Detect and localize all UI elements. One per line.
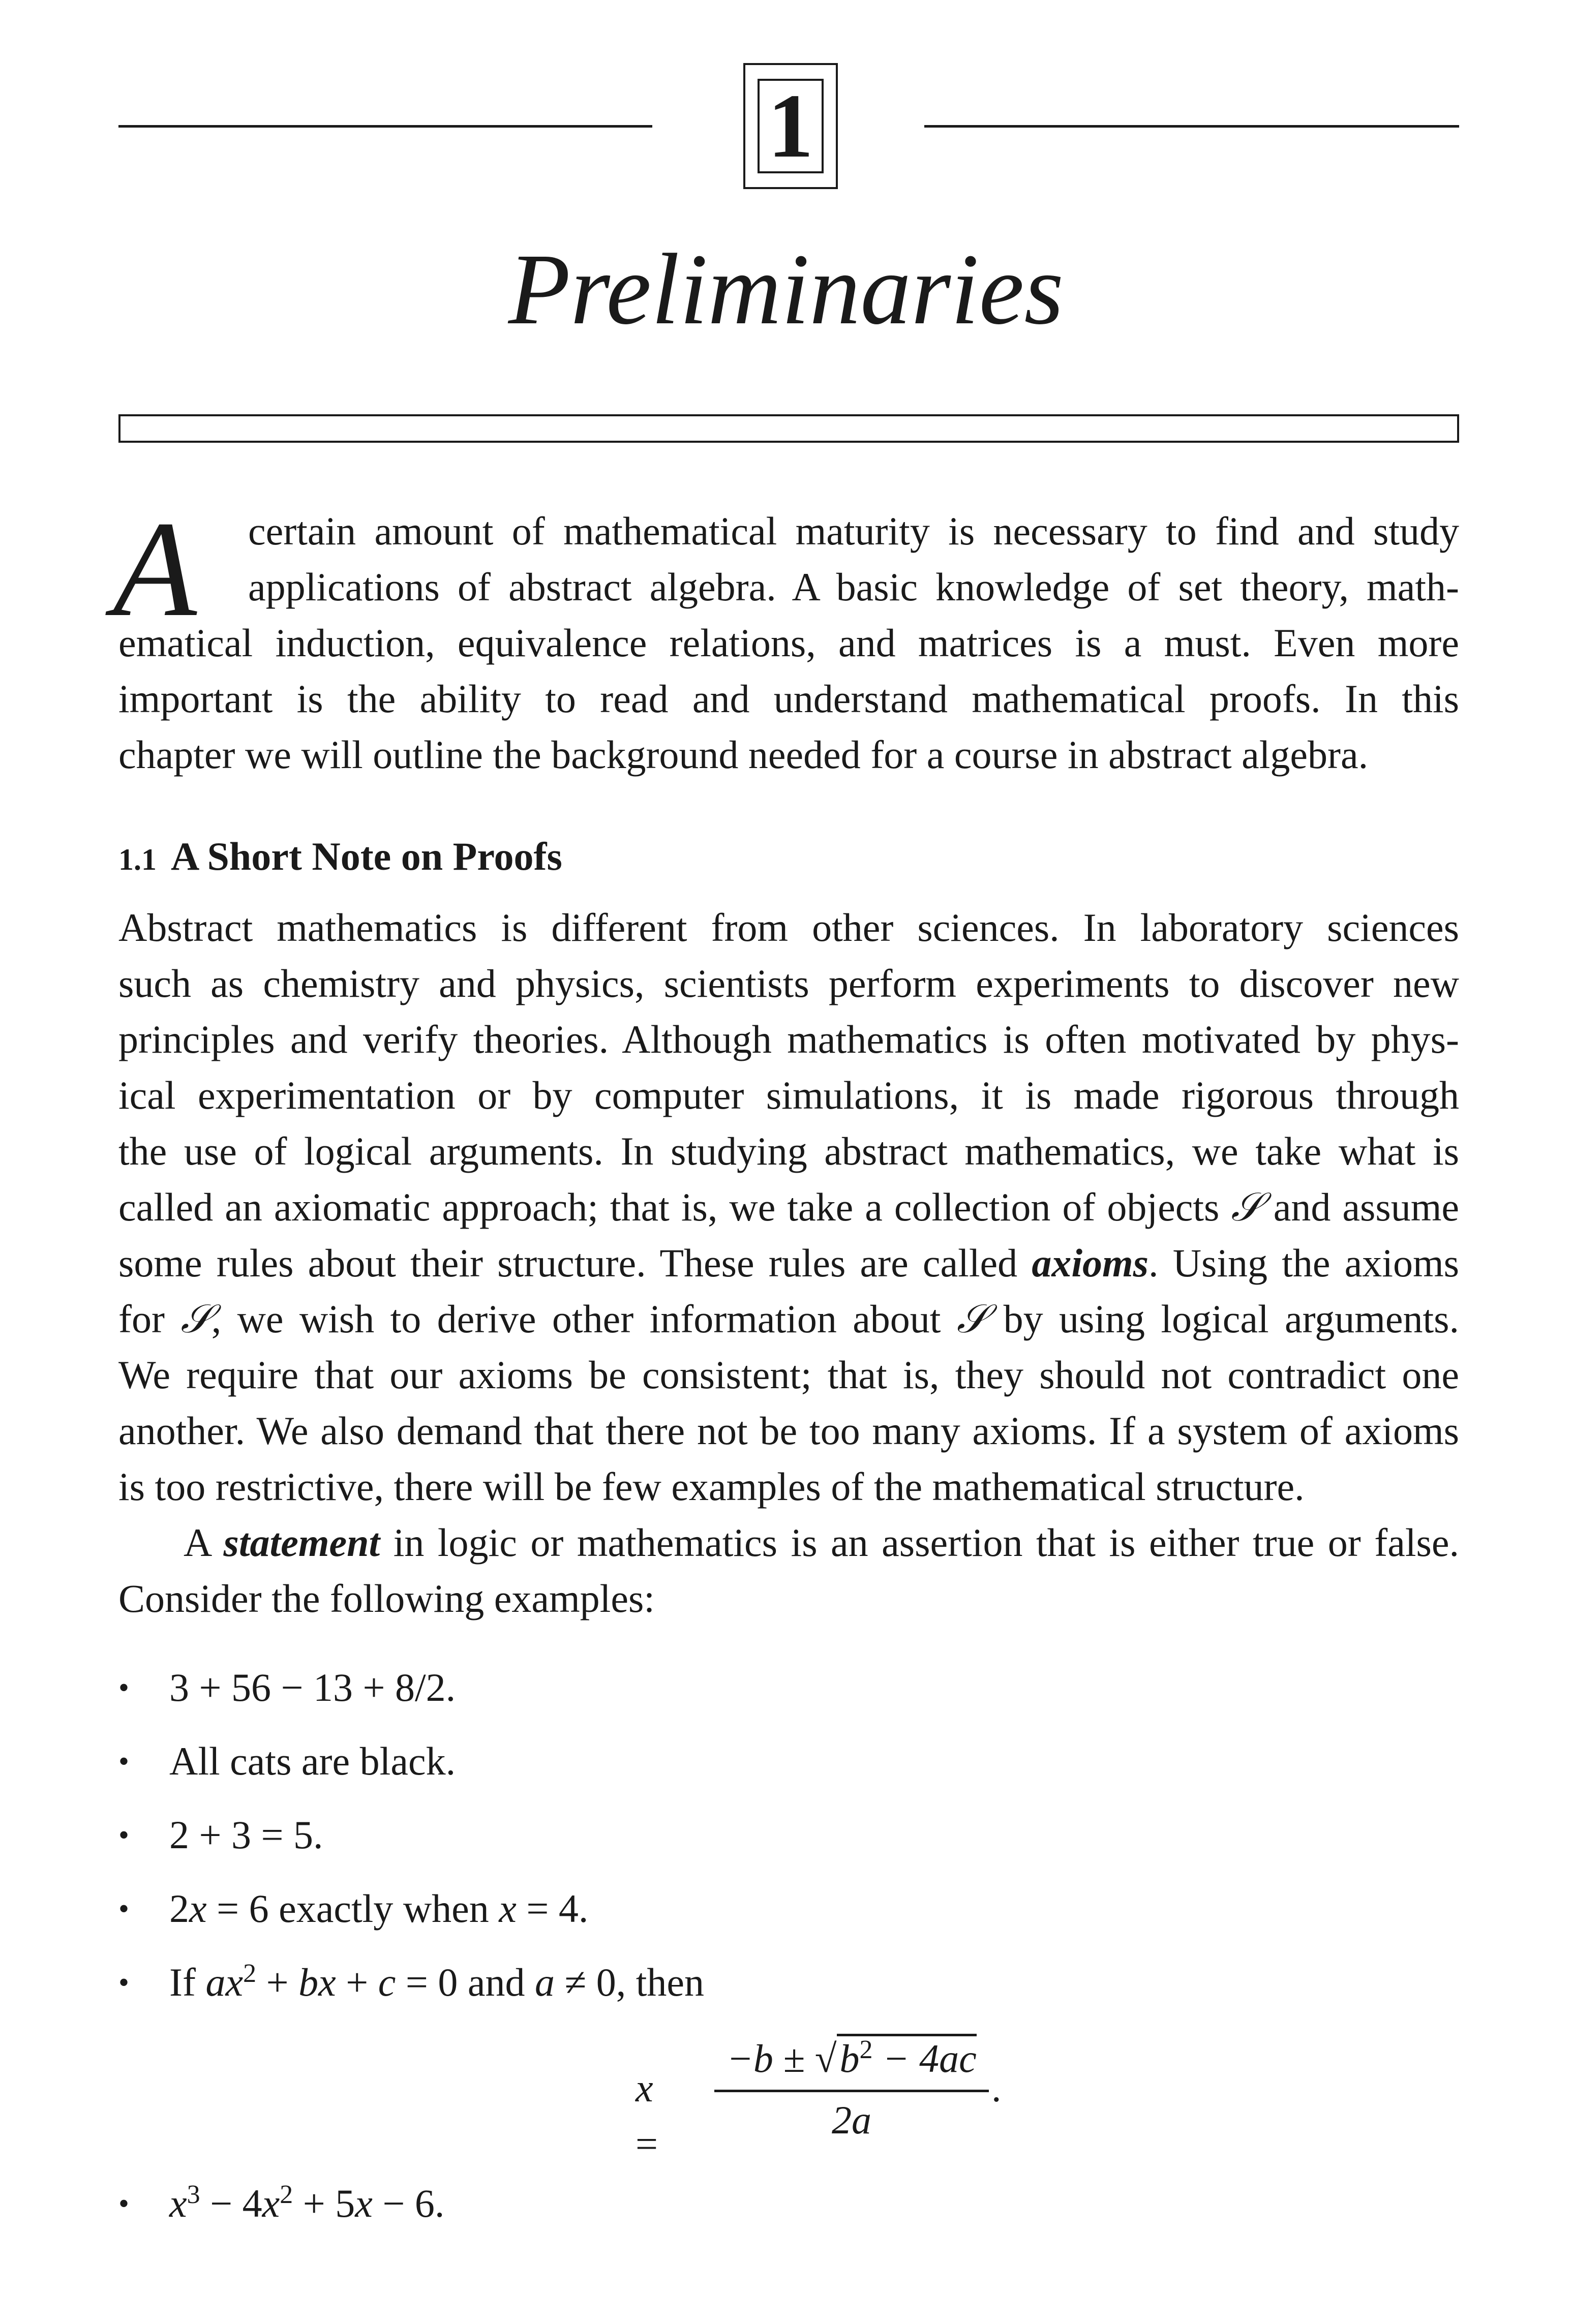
radicand — [837, 2034, 977, 2081]
bullet-icon: • — [118, 1966, 130, 1999]
section-paragraph-1 — [118, 900, 1459, 1515]
section-paragraph-2 — [118, 1515, 1459, 1627]
header-rule-right — [924, 125, 1459, 128]
text-run: + 5 — [293, 2181, 355, 2225]
text-run: − 4ac — [872, 2036, 977, 2081]
list-item — [118, 2176, 444, 2231]
exponent: 2 — [243, 1959, 257, 1988]
sqrt-icon: √ — [814, 2036, 837, 2081]
list-item — [118, 1807, 323, 1863]
paragraph-line: the use of logical arguments. In studying abstract mathematics, we take what is — [118, 1129, 1459, 1173]
text-run: and assume — [1261, 1185, 1460, 1229]
math-var: x — [169, 2181, 187, 2225]
exponent: 2 — [280, 2180, 293, 2209]
text-run: − 6. — [372, 2181, 445, 2225]
bullet-icon: • — [118, 1818, 130, 1852]
formula-period: . — [991, 2066, 1002, 2110]
math-var: c — [378, 1960, 396, 2004]
section-heading — [118, 829, 562, 888]
bullet-icon: • — [118, 1892, 130, 1925]
paragraph-line — [118, 1235, 1459, 1291]
text-run: −b ± — [727, 2036, 815, 2081]
list-item — [118, 1881, 588, 1937]
set-symbol-s: 𝒮 — [956, 1297, 988, 1341]
list-item-text: All cats are black. — [169, 1739, 456, 1783]
intro-line: certain amount of mathematical maturity is necessary to find and study — [248, 509, 1459, 553]
paragraph-line: We require that our axioms be consistent; that is, they should not contradict one — [118, 1353, 1459, 1397]
intro-line: applications of abstract algebra. A basic knowledge of set theory, math- — [248, 565, 1459, 609]
text-run: = 0 and — [396, 1960, 535, 2004]
paragraph-line: such as chemistry and physics, scientists perform experiments to discover new — [118, 961, 1459, 1005]
text-run: for — [118, 1297, 181, 1341]
paragraph-line: another. We also demand that there not be too many axioms. If a system of axioms — [118, 1409, 1459, 1453]
list-item — [118, 1660, 456, 1716]
formula-fraction — [714, 2031, 989, 2148]
paragraph-line — [118, 1515, 1459, 1571]
list-item — [118, 1954, 704, 2010]
text-run: = 6 exactly when — [206, 1886, 499, 1931]
formula-denominator — [714, 2092, 989, 2148]
text-run: + — [336, 1960, 378, 2004]
math-var: x — [499, 1886, 517, 1931]
drop-cap: A — [113, 493, 197, 645]
math-var: x — [189, 1886, 207, 1931]
paragraph-line: is too restrictive, there will be few examples of the mathematical structure. — [118, 1464, 1305, 1509]
intro-line: ematical induction, equivalence relations, and matrices is a must. Even more — [118, 621, 1459, 665]
set-symbol-s: 𝒮 — [1231, 1185, 1262, 1229]
paragraph-line: Abstract mathematics is different from other sciences. In laboratory sciences — [118, 905, 1459, 950]
paragraph-line: ical experimentation or by computer simulations, it is made rigorous through — [118, 1073, 1459, 1117]
list-item-text: 3 + 56 − 13 + 8/2. — [169, 1665, 456, 1709]
text-run: in logic or mathematics is an assertion that is either true or false. — [380, 1520, 1459, 1565]
text-run: + — [256, 1960, 299, 2004]
equals-sign: = — [636, 2122, 658, 2166]
bullet-icon: • — [118, 1671, 130, 1704]
paragraph-line — [118, 1179, 1459, 1235]
exponent: 2 — [859, 2035, 873, 2064]
section-number: 1.1 — [118, 843, 157, 876]
term-statement: statement — [223, 1520, 380, 1565]
math-var: 2a — [832, 2098, 871, 2142]
set-symbol-s: 𝒮 — [180, 1297, 211, 1341]
header-rule-left — [118, 125, 652, 128]
list-item-text: 2 + 3 = 5. — [169, 1813, 323, 1857]
term-axioms: axioms — [1032, 1241, 1149, 1285]
text-run: ≠ 0, then — [554, 1960, 705, 2004]
text-run: . Using the axioms — [1148, 1241, 1459, 1285]
bullet-icon: • — [118, 1745, 130, 1778]
exponent: 3 — [187, 2180, 200, 2209]
intro-paragraph — [118, 503, 1459, 783]
text-run: by using logical arguments. — [987, 1297, 1460, 1341]
list-item — [118, 1733, 456, 1789]
text-run: If — [169, 1960, 206, 2004]
formula-lhs — [636, 2060, 658, 2172]
text-run: = 4. — [516, 1886, 589, 1931]
paragraph-line: principles and verify theories. Although mathematics is often motivated by phys- — [118, 1017, 1459, 1061]
chapter-title: Preliminaries — [508, 233, 1064, 346]
paragraph-line — [118, 1291, 1459, 1347]
text-run: called an axiomatic approach; that is, we take a collection of objects — [118, 1185, 1231, 1229]
bullet-icon: • — [118, 2187, 130, 2220]
text-run: A — [184, 1520, 224, 1565]
text-run: − 4 — [200, 2181, 262, 2225]
title-rule-box — [118, 414, 1459, 443]
section-title: A Short Note on Proofs — [171, 834, 562, 878]
intro-line: chapter we will outline the background needed for a course in abstract algebra. — [118, 732, 1369, 777]
math-var: b — [839, 2036, 860, 2081]
chapter-number: 1 — [758, 79, 824, 173]
text-run: some rules about their structure. These rules are called — [118, 1241, 1032, 1285]
math-var: a — [534, 1960, 555, 2004]
paragraph-line: Consider the following examples: — [118, 1576, 655, 1620]
math-var: ax — [205, 1960, 244, 2004]
text-run: 2 — [169, 1886, 189, 1931]
math-var: x — [636, 2066, 653, 2110]
formula-numerator — [714, 2031, 989, 2087]
math-var: bx — [298, 1960, 336, 2004]
text-run: , we wish to derive other information about — [211, 1297, 957, 1341]
intro-line: important is the ability to read and understand mathematical proofs. In this — [118, 677, 1459, 721]
math-var: x — [355, 2181, 373, 2225]
math-var: x — [262, 2181, 280, 2225]
